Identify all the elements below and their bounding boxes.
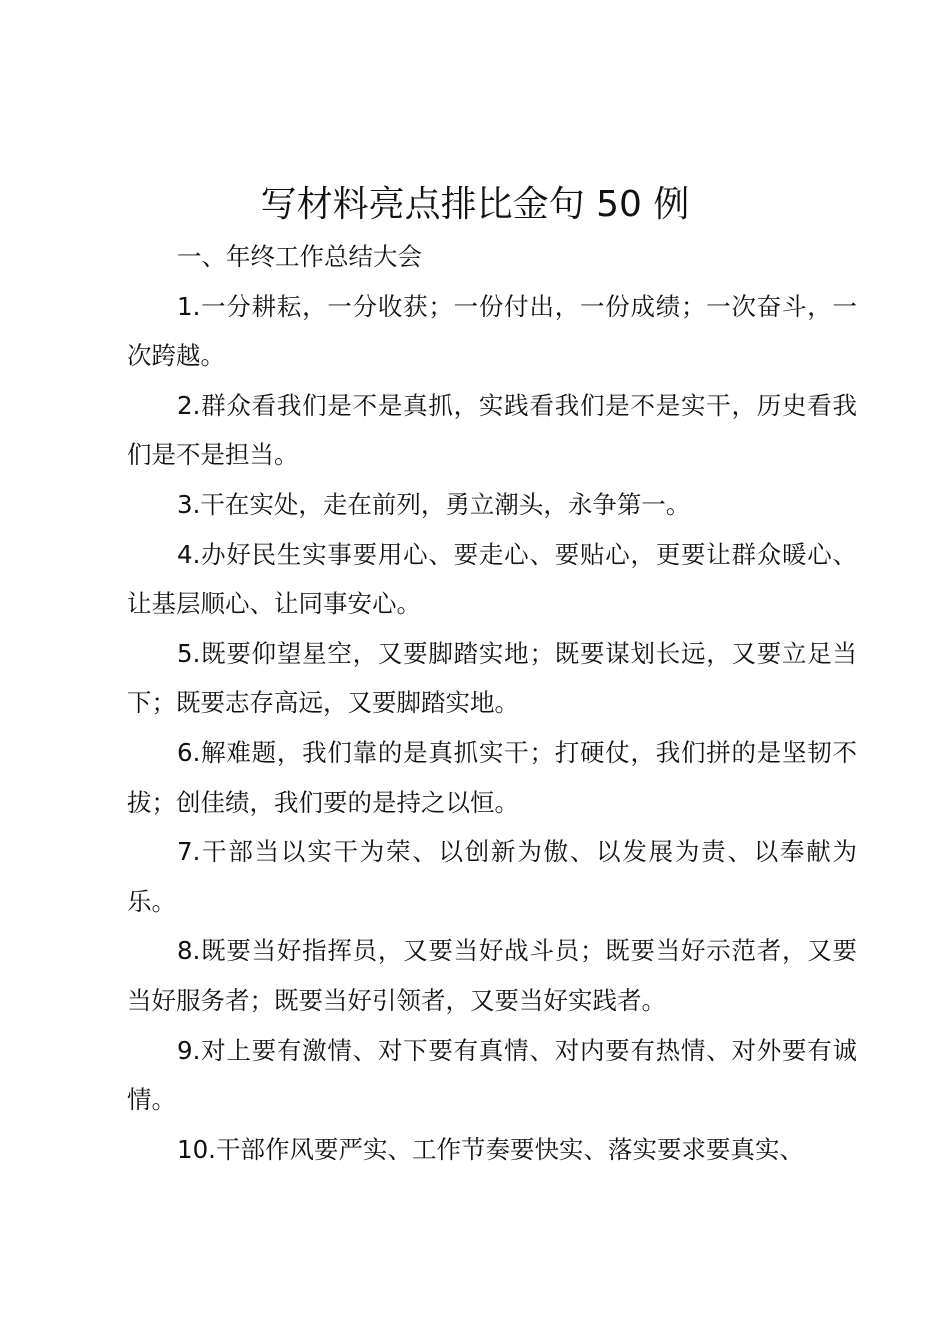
document-title: 写材料亮点排比金句 50 例 (260, 184, 690, 225)
list-item: 5.既要仰望星空，又要脚踏实地；既要谋划长远，又要立足当下；既要志存高远，又要脚踏实地。 (127, 638, 857, 718)
list-item: 1.一分耕耘，一分收获；一份付出，一份成绩；一次奋斗，一次跨越。 (127, 291, 857, 371)
list-item: 7.干部当以实干为荣、以创新为傲、以发展为责、以奉献为乐。 (127, 837, 857, 916)
document-body (127, 232, 857, 1174)
list-item: 6.解难题，我们靠的是真抓实干；打硬仗，我们拼的是坚韧不拔；创佳绩，我们要的是持之以恒。 (127, 737, 857, 817)
list-item: 4.办好民生实事要用心、要走心、要贴心，更要让群众暖心、让基层顺心、让同事安心。 (127, 539, 857, 619)
list-item: 9.对上要有激情、对下要有真情、对内要有热情、对外要有诚情。 (127, 1035, 857, 1115)
list-item: 3.干在实处，走在前列，勇立潮头，永争第一。 (177, 489, 691, 519)
list-item: 8.既要当好指挥员，又要当好战斗员；既要当好示范者，又要当好服务者；既要当好引领者，又要当好实践者。 (127, 936, 857, 1015)
section-heading: 一、年终工作总结大会 (177, 242, 422, 271)
list-item: 10.干部作风要严实、工作节奏要快实、落实要求要真实、 (177, 1134, 804, 1164)
list-item: 2.群众看我们是不是真抓，实践看我们是不是实干，历史看我们是不是担当。 (127, 390, 857, 470)
